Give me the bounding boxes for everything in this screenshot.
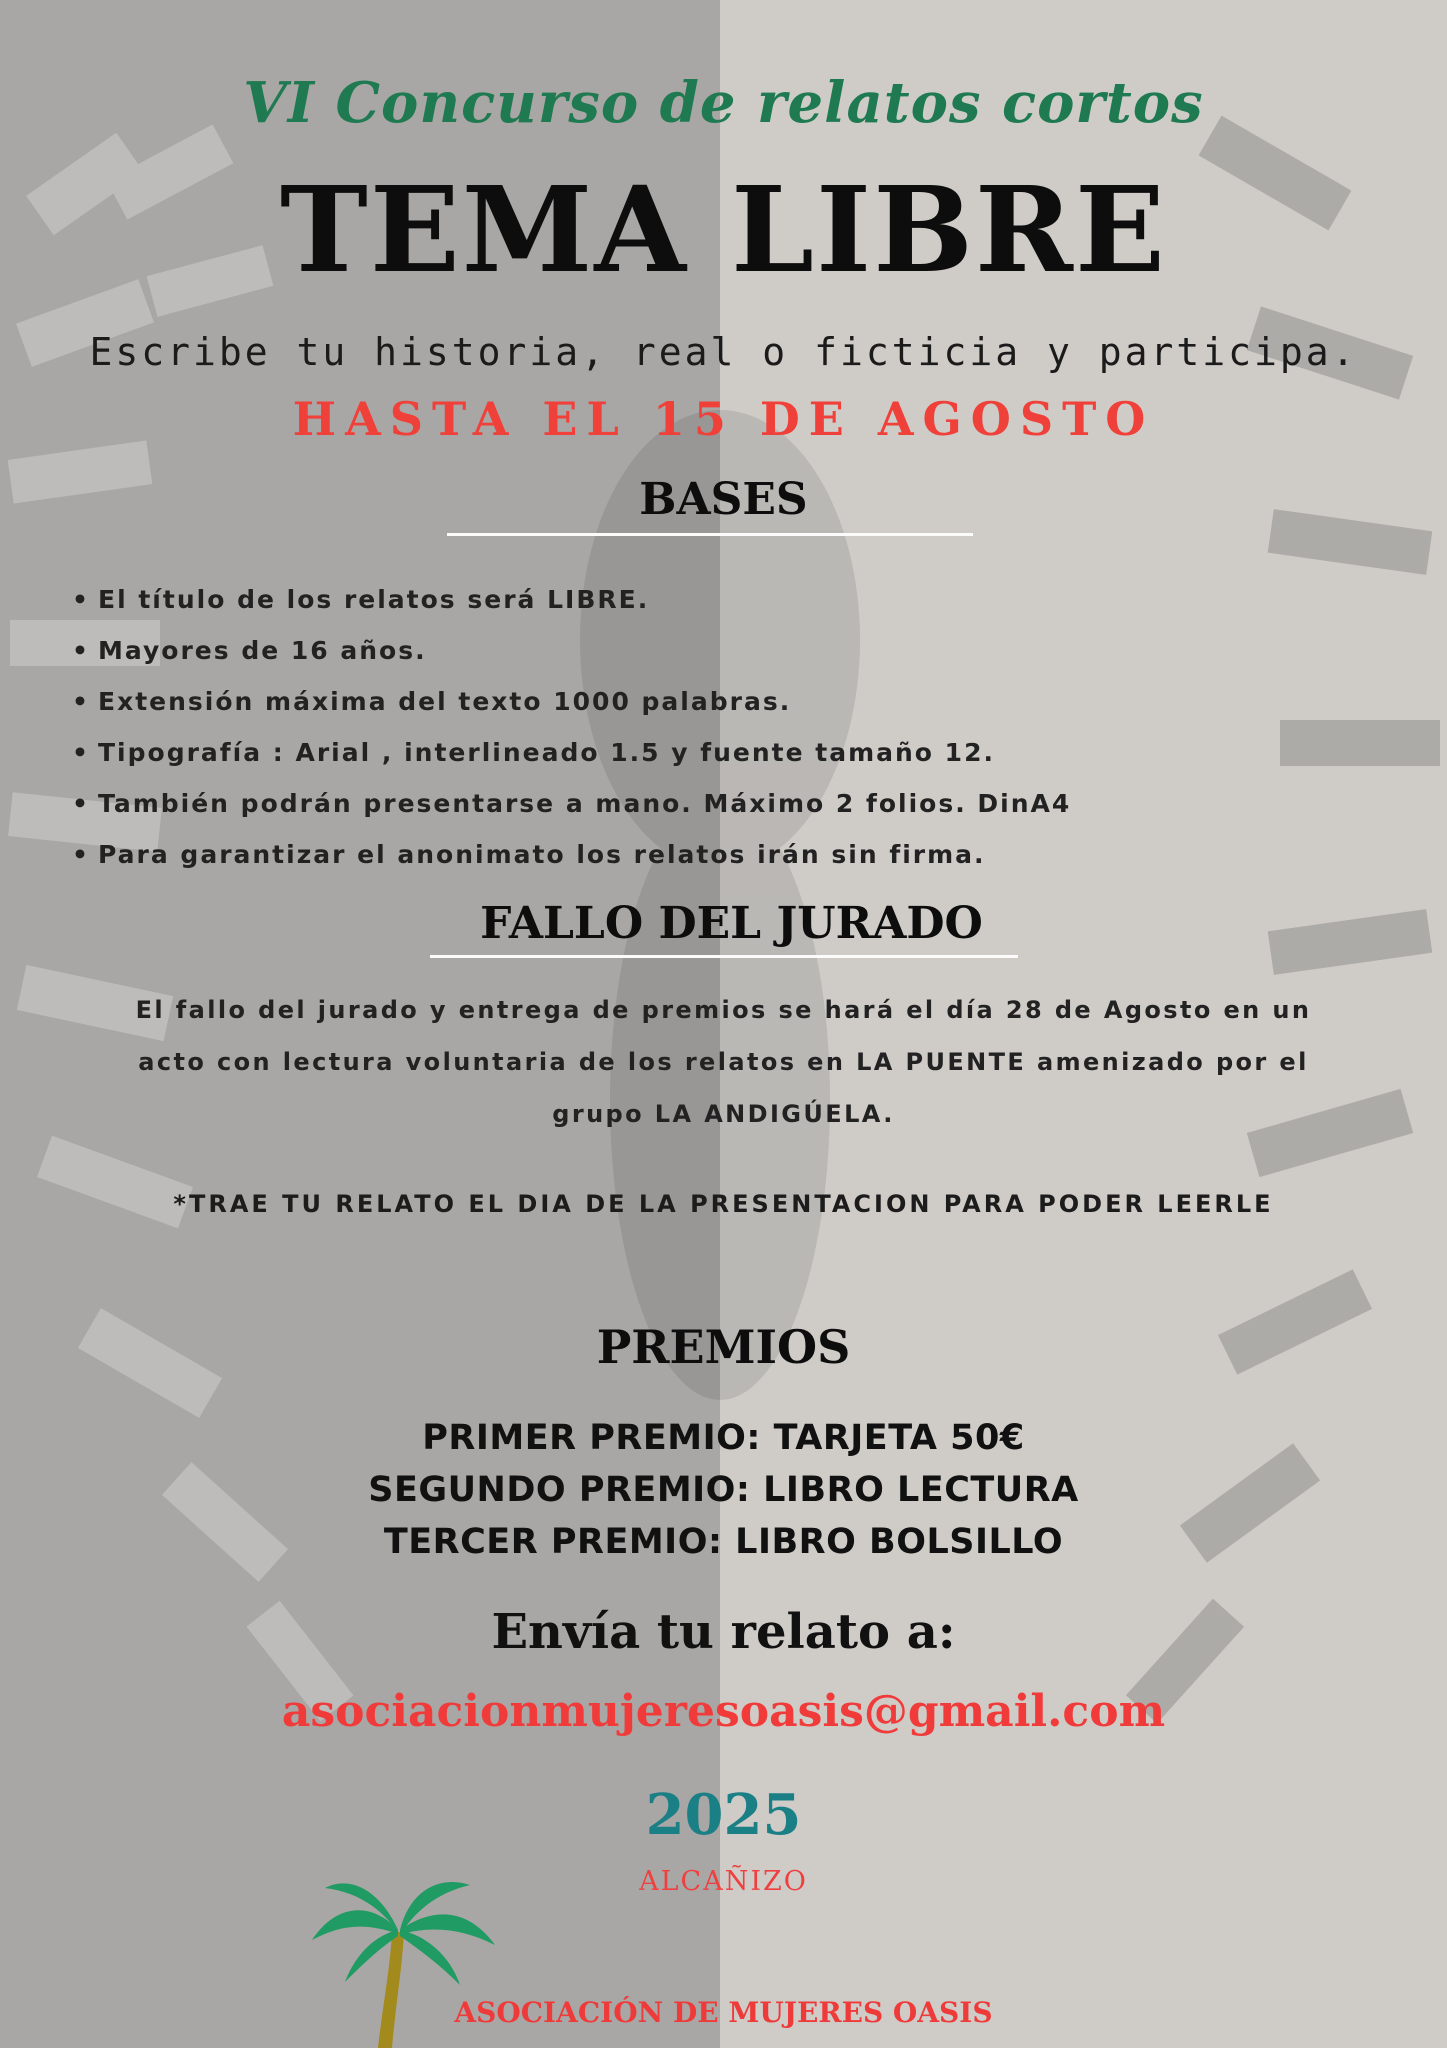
- premios-heading: PREMIOS: [596, 1320, 851, 1374]
- send-story-label: Envía tu relato a:: [491, 1604, 956, 1660]
- year: 2025: [645, 1782, 802, 1848]
- tagline: Escribe tu historia, real o ficticia y participa.: [89, 330, 1358, 374]
- bullet-icon: •: [72, 789, 90, 818]
- list-item: • El título de los relatos será LIBRE.: [72, 578, 1071, 629]
- third-prize: TERCER PREMIO: LIBRO BOLSILLO: [383, 1522, 1064, 1562]
- bases-heading: BASES: [639, 474, 808, 525]
- contest-subtitle: VI Concurso de relatos cortos: [243, 70, 1204, 136]
- bullet-icon: •: [72, 636, 90, 665]
- first-prize: PRIMER PREMIO: TARJETA 50€: [422, 1418, 1025, 1458]
- bases-underline: [447, 533, 973, 536]
- jurado-text: El fallo del jurado y entrega de premios se hará el día 28 de Agosto en un acto con lectura voluntaria de los relatos en LA PUENTE amenizado por el grupo LA ANDIGÚELA.: [135, 996, 1312, 1128]
- list-item: • Para garantizar el anonimato los relatos irán sin firma.: [72, 833, 1071, 884]
- bullet-icon: •: [72, 840, 90, 869]
- jurado-heading: FALLO DEL JURADO: [480, 898, 983, 949]
- list-item: • Mayores de 16 años.: [72, 629, 1071, 680]
- bring-story-note: *TRAE TU RELATO EL DIA DE LA PRESENTACION PARA PODER LEERLE: [173, 1190, 1274, 1218]
- jurado-underline: [430, 955, 1018, 958]
- contact-email[interactable]: asociacionmujeresoasis@gmail.com: [281, 1686, 1166, 1737]
- list-item: • También podrán presentarse a mano. Máximo 2 folios. DinA4: [72, 782, 1071, 833]
- deadline: HASTA EL 15 DE AGOSTO: [292, 392, 1155, 446]
- list-item: • Tipografía : Arial , interlineado 1.5 y fuente tamaño 12.: [72, 731, 1071, 782]
- list-item: • Extensión máxima del texto 1000 palabras.: [72, 680, 1071, 731]
- bullet-icon: •: [72, 738, 90, 767]
- town-name: ALCAÑIZO: [639, 1866, 808, 1897]
- bases-list: [72, 578, 1071, 884]
- contest-title: TEMA LIBRE: [280, 160, 1167, 299]
- bullet-icon: •: [72, 585, 90, 614]
- organization-name: ASOCIACIÓN DE MUJERES OASIS: [454, 1996, 993, 2029]
- bullet-icon: •: [72, 687, 90, 716]
- second-prize: SEGUNDO PREMIO: LIBRO LECTURA: [368, 1470, 1079, 1510]
